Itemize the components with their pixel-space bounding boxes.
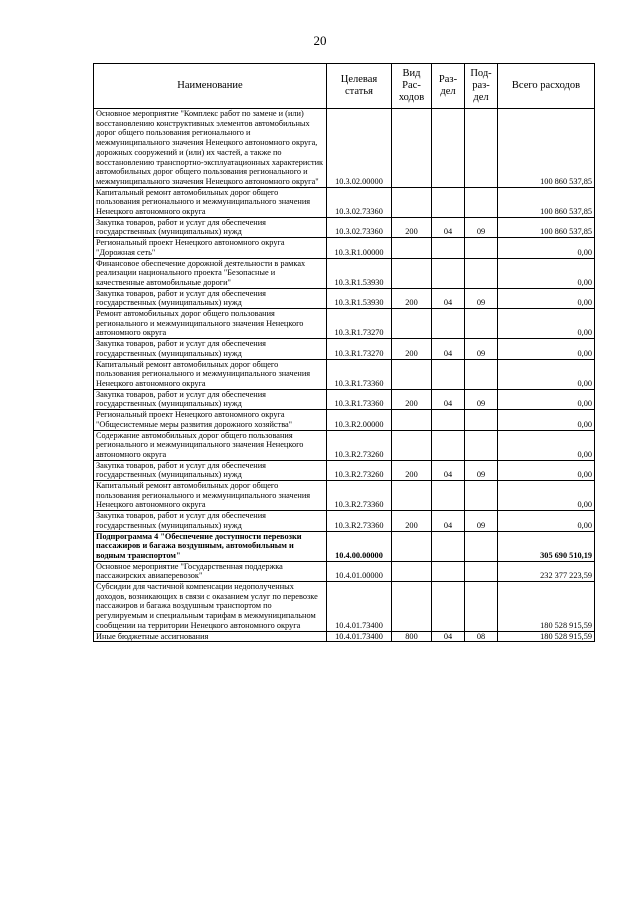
row-subsection: [465, 309, 498, 339]
row-code: 10.3.02.73360: [327, 187, 392, 217]
table-header-row: [94, 64, 595, 109]
page-number: 20: [313, 33, 327, 48]
row-code: 10.4.01.73400: [327, 582, 392, 632]
row-name: Закупка товаров, работ и услуг для обеспечения государственных (муниципальных) нужд: [94, 288, 327, 308]
row-name: Субсидии для частичной компенсации недополученных доходов, возникающих в связи с оказанием услуг по перевозке пассажиров и багажа воздушным транспортом по регулируемым и специальным тарифам в межмуниципальном сообщении на территории Ненецкого автономного округа: [94, 582, 327, 632]
row-total: 0,00: [498, 410, 595, 430]
row-type: [392, 359, 432, 389]
row-subsection: [465, 582, 498, 632]
table-row: [94, 631, 595, 642]
table-row: [94, 339, 595, 359]
row-type: 200: [392, 460, 432, 480]
row-subsection: 09: [465, 217, 498, 237]
row-type: [392, 430, 432, 460]
row-name: Региональный проект Ненецкого автономного округа "Общесистемные меры развития дорожного хозяйства": [94, 410, 327, 430]
row-name: Закупка товаров, работ и услуг для обеспечения государственных (муниципальных) нужд: [94, 217, 327, 237]
table-row: [94, 389, 595, 409]
table-row: [94, 309, 595, 339]
row-name: Капитальный ремонт автомобильных дорог общего пользования регионального и межмуниципального значения Ненецкого автономного округа: [94, 359, 327, 389]
row-type: [392, 410, 432, 430]
row-name: Капитальный ремонт автомобильных дорог общего пользования регионального и межмуниципального значения Ненецкого автономного округа: [94, 187, 327, 217]
row-type: [392, 187, 432, 217]
row-type: 200: [392, 511, 432, 531]
row-subsection: 08: [465, 631, 498, 642]
row-code: 10.3.R2.73260: [327, 460, 392, 480]
row-section: 04: [432, 389, 465, 409]
table-row: [94, 511, 595, 531]
row-type: 200: [392, 217, 432, 237]
row-name: Ремонт автомобильных дорог общего пользования регионального и межмуниципального значения Ненецкого автономного округа: [94, 309, 327, 339]
table-row: [94, 561, 595, 581]
row-total: 0,00: [498, 238, 595, 258]
row-code: 10.4.01.00000: [327, 561, 392, 581]
row-total: 232 377 223,59: [498, 561, 595, 581]
row-subsection: [465, 187, 498, 217]
row-code: 10.3.02.73360: [327, 217, 392, 237]
table-row: [94, 481, 595, 511]
row-subsection: [465, 359, 498, 389]
row-subsection: [465, 258, 498, 288]
row-section: [432, 430, 465, 460]
row-total: 0,00: [498, 460, 595, 480]
table-row: [94, 288, 595, 308]
row-type: [392, 238, 432, 258]
row-total: 0,00: [498, 481, 595, 511]
row-subsection: 09: [465, 288, 498, 308]
row-total: 0,00: [498, 288, 595, 308]
table-row: [94, 410, 595, 430]
row-name: Капитальный ремонт автомобильных дорог общего пользования регионального и межмуниципального значения Ненецкого автономного округа: [94, 481, 327, 511]
row-total: 0,00: [498, 339, 595, 359]
row-section: [432, 359, 465, 389]
row-code: 10.3.R1.73360: [327, 359, 392, 389]
row-code: 10.3.R1.00000: [327, 238, 392, 258]
table-row: [94, 582, 595, 632]
row-type: [392, 531, 432, 561]
row-name: Закупка товаров, работ и услуг для обеспечения государственных (муниципальных) нужд: [94, 389, 327, 409]
row-code: 10.3.R2.73360: [327, 481, 392, 511]
row-section: 04: [432, 511, 465, 531]
row-total: 100 860 537,85: [498, 217, 595, 237]
row-total: 0,00: [498, 258, 595, 288]
row-subsection: 09: [465, 339, 498, 359]
row-name: Региональный проект Ненецкого автономного округа "Дорожная сеть": [94, 238, 327, 258]
row-total: 100 860 537,85: [498, 187, 595, 217]
row-code: 10.3.02.00000: [327, 109, 392, 188]
row-name: Закупка товаров, работ и услуг для обеспечения государственных (муниципальных) нужд: [94, 511, 327, 531]
row-name: Финансовое обеспечение дорожной деятельности в рамках реализации национального проекта "Безопасные и качественные автомобильные дороги": [94, 258, 327, 288]
row-name: Основное мероприятие "Государственная поддержка пассажирских авиаперевозок": [94, 561, 327, 581]
row-subsection: 09: [465, 460, 498, 480]
row-subsection: [465, 561, 498, 581]
row-type: [392, 481, 432, 511]
row-subsection: 09: [465, 511, 498, 531]
table-row: [94, 109, 595, 188]
header-section: Раз- дел: [432, 64, 465, 109]
row-name: Содержание автомобильных дорог общего пользования регионального и межмуниципального значения Ненецкого автономного округа: [94, 430, 327, 460]
row-code: 10.4.01.73400: [327, 631, 392, 642]
row-subsection: [465, 481, 498, 511]
row-type: 200: [392, 339, 432, 359]
row-total: 0,00: [498, 511, 595, 531]
row-code: 10.4.00.00000: [327, 531, 392, 561]
row-total: 0,00: [498, 359, 595, 389]
row-section: [432, 561, 465, 581]
row-total: 0,00: [498, 309, 595, 339]
row-section: [432, 187, 465, 217]
row-subsection: 09: [465, 389, 498, 409]
row-subsection: [465, 238, 498, 258]
row-code: 10.3.R2.00000: [327, 410, 392, 430]
header-name: Наименование: [94, 64, 327, 109]
table-row: [94, 430, 595, 460]
row-section: 04: [432, 460, 465, 480]
row-subsection: [465, 531, 498, 561]
row-section: 04: [432, 288, 465, 308]
row-subsection: [465, 430, 498, 460]
row-code: 10.3.R1.73270: [327, 309, 392, 339]
row-subsection: [465, 410, 498, 430]
row-type: [392, 309, 432, 339]
row-subsection: [465, 109, 498, 188]
row-total: 100 860 537,85: [498, 109, 595, 188]
row-type: [392, 582, 432, 632]
row-code: 10.3.R1.53930: [327, 258, 392, 288]
row-section: [432, 582, 465, 632]
header-expense-type: Вид Рас- ходов: [392, 64, 432, 109]
row-name: Подпрограмма 4 "Обеспечение доступности перевозки пассажиров и багажа воздушным, автомобильным и водным транспортом": [94, 531, 327, 561]
row-section: [432, 481, 465, 511]
row-code: 10.3.R1.53930: [327, 288, 392, 308]
row-type: 200: [392, 389, 432, 409]
row-code: 10.3.R1.73270: [327, 339, 392, 359]
row-name: Иные бюджетные ассигнования: [94, 631, 327, 642]
row-section: 04: [432, 217, 465, 237]
row-total: 0,00: [498, 389, 595, 409]
row-section: [432, 238, 465, 258]
table-row: [94, 217, 595, 237]
row-total: 180 528 915,59: [498, 631, 595, 642]
row-type: [392, 109, 432, 188]
row-total: 180 528 915,59: [498, 582, 595, 632]
row-section: 04: [432, 339, 465, 359]
row-section: [432, 258, 465, 288]
table-row-subprogram: [94, 531, 595, 561]
table-body: [94, 109, 595, 642]
header-target-article: Целевая статья: [327, 64, 392, 109]
budget-table: [93, 63, 595, 642]
row-name: Закупка товаров, работ и услуг для обеспечения государственных (муниципальных) нужд: [94, 460, 327, 480]
row-type: 200: [392, 288, 432, 308]
row-type: 800: [392, 631, 432, 642]
row-section: [432, 410, 465, 430]
row-name: Закупка товаров, работ и услуг для обеспечения государственных (муниципальных) нужд: [94, 339, 327, 359]
row-section: [432, 531, 465, 561]
row-section: [432, 309, 465, 339]
table-row: [94, 187, 595, 217]
table-row: [94, 258, 595, 288]
row-code: 10.3.R2.73260: [327, 430, 392, 460]
table-row: [94, 238, 595, 258]
header-total-expenses: Всего расходов: [498, 64, 595, 109]
row-section: 04: [432, 631, 465, 642]
row-type: [392, 561, 432, 581]
row-total: 305 690 510,19: [498, 531, 595, 561]
row-type: [392, 258, 432, 288]
row-total: 0,00: [498, 430, 595, 460]
row-name: Основное мероприятие "Комплекс работ по замене и (или) восстановлению конструктивных элементов автомобильных дорог общего пользования регионального и межмуниципального значения Ненецкого автономного округа, дорожных сооружений и (или) их частей, а также по восстановлению транспортно-эксплуатационных характеристик автомобильных дорог общего пользования регионального и межмуниципального значения Ненецкого автономного округа": [94, 109, 327, 188]
row-section: [432, 109, 465, 188]
table-row: [94, 359, 595, 389]
table-row: [94, 460, 595, 480]
row-code: 10.3.R1.73360: [327, 389, 392, 409]
row-code: 10.3.R2.73360: [327, 511, 392, 531]
header-subsection: Под- раз- дел: [465, 64, 498, 109]
